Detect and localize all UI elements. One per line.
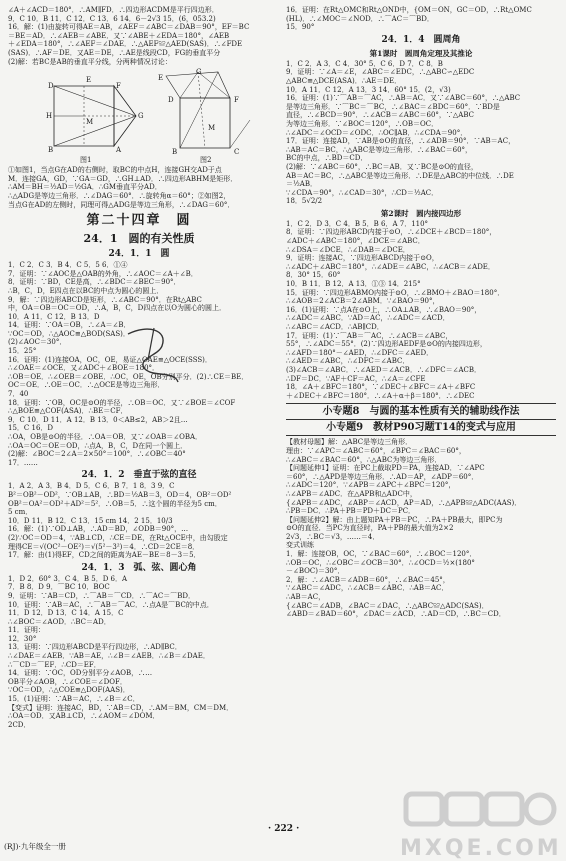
answer-line: 1．A 2．A 3．B 4．D 5．C 6．B 7．1 8．3 9．C: [8, 482, 175, 491]
section-24-1-title: 24．1 圆的有关性质: [83, 232, 195, 246]
answer-line: 15．(1)证明：∵AB＝AC，∴∠B＝∠C．: [8, 695, 140, 704]
answer-line: 14．证明：∵OC，OD分别平分∠AOB，∴…: [8, 669, 153, 678]
answer-line: 11．D 12．D 13．C 14．A 15．C: [8, 609, 124, 618]
figure-2-label-c: C: [234, 148, 240, 157]
answer-line: ∠ADC＋∠ABC＝180°，∠DCE＝∠ABC．: [286, 237, 425, 246]
answer-line: 10．B 11．B 12．A 13．①③ 14．215°: [286, 280, 421, 289]
answer-line: 为等边三角形．∵∠BOC＝120°，∴OB＝OC．: [286, 119, 439, 128]
answer-line: －∠BOC)＝30°．: [286, 567, 345, 576]
answer-line: 17．……: [8, 458, 38, 467]
answer-line: (2)解：若BC是AB的垂直平分线，分两种情况讨论：: [8, 57, 172, 66]
answer-line: B²＝OB²－OD²，∵OB⊥AB，∴BD＝½AB＝3，OD＝4，OB²＝OD²: [8, 490, 232, 499]
answer-line: 7．证明：∵∠AOC是△OAB的外角，∴∠AOC＝∠A＋∠B．: [8, 269, 198, 278]
answer-line: 9．C 10．B 11．C 12．C 13．6 14．6－2√3 15．(6，053.2): [8, 14, 216, 23]
answer-line: ∴∠DSA＝∠DCE．∴∠DAB＝∠DCE．: [286, 245, 410, 254]
answer-line: (3)∠ACB＝∠ABC．∴∠AED＝∠ACB．∴∠DFC＝∠ACB．: [286, 365, 482, 374]
answer-line: ∴∠DAE＝∠AEB．∵AB＝AE，∴∠B＝∠AEB．∴∠B＝∠DAE．: [8, 652, 210, 661]
answer-line: ∵OC＝OD，∴△AOC≌△BOD(SAS)．: [8, 329, 130, 338]
answer-line: 18．∠A＋∠BFC＝180°，∵∠DEC＋∠BFC＝∠A＋∠BFC: [286, 383, 476, 392]
figure-2-caption: 图2: [200, 156, 212, 165]
answer-line: ∠A＋∠ACD＝180°．∴AM∥FD．∴四边形ACDM是平行四边形．: [8, 6, 219, 14]
answer-line: OB平分∠AOB，∴∠COE＝∠DOF．: [8, 677, 127, 686]
answer-line: ∵∠CDA＝90°，∴∠CAD＝30°，∴CD＝½AC．: [286, 188, 439, 197]
answer-line: 8．证明：∵BD，CE是高，∴∠BDC＝∠BEC＝90°．: [8, 278, 181, 287]
answer-line: ∠ABD＝∠BAD＝60°，∠DAC＝∠ACD．∴AD＝CD，∴BC＝CD．: [286, 610, 506, 619]
figure-1-label-f: F: [116, 82, 121, 91]
answers-24-1-1: [8, 261, 270, 467]
answer-line: 9．C 10．D 11．A 12．B 13．0＜AB≤2，AB＞2且…: [8, 415, 188, 424]
answer-line: 15．25°: [8, 347, 37, 356]
answer-line: ∴∠ABC＝∠BAC＝60°，∴△ABC为等边三角形．: [286, 455, 442, 464]
answer-line: ∴∠ADC＋∠ABC＝180°，∴∠ADE＝∠ABC，∴∠ACB＝∠ADE．: [286, 262, 495, 271]
answer-line: BC的中点，∴BD＝CD．: [286, 154, 368, 163]
answer-line: 15．90°: [286, 23, 315, 32]
answer-line: ＋∠DEC＋∠BFC＝180°．∴∠A＋α＋β＝180°．∴∠DEC: [286, 391, 475, 400]
answer-line: 16．解：(1)∵OD⊥AB，∴AD＝BD，∠ODB＝90°，…: [8, 525, 189, 534]
answer-line: ∴∠APB＝∠ADC．在△APB和△ADC中，: [286, 489, 417, 498]
answers-block-right-top: [286, 6, 556, 32]
answer-line: 【变式】证明：连接AC，BD，∵AB＝CD，∴AM＝BM，CM＝DM．: [8, 703, 234, 712]
answer-line: 当点G在AD的左侧时，同理可得△ADG是等边三角形，∴∠DAG＝60°．: [8, 200, 235, 209]
answer-line: (SAS)．∴AF＝DE．又AE＝DE，∴AE是线段CD，FG的垂直平分: [8, 48, 221, 57]
answer-line: 2CD．: [8, 720, 31, 729]
answer-line: 变式训练: [286, 541, 314, 550]
answer-line: (HL)．∴∠MOC＝∠NOD．∴⌒AC＝⌒BD．: [286, 14, 434, 23]
answer-line: 9．证明：∵∠A＝∠E，∠ABC＝∠EDC，∴△ABC∽△EDC: [286, 68, 475, 77]
answers-24-1-2: [8, 482, 270, 559]
lesson-1-title: 第1课时 圆周角定理及其推论: [369, 48, 473, 58]
left-column: [8, 6, 270, 729]
answer-line: ∴∠ABC＝∠ACD．∴AB∥CD．: [286, 323, 384, 331]
answer-line: 9．解：∵四边形ABCD是矩形，∴∠ABC＝90°．在Rt△ABC: [8, 295, 202, 304]
answer-line: 1．C 2．D 3．C 4．B 5．B 6．A 7．110°: [286, 219, 429, 228]
answer-line: (2)解：∠BOC＝2∠A＝2×50°＝100°．∴∠OBC＝40°: [8, 450, 186, 459]
answers-topic-9: [286, 438, 556, 618]
answer-line: {∠ABC＝∠ADB，∠BAC＝∠DAC，∴△ABC≌△ADC(SAS)．: [286, 601, 489, 610]
figure-area: [8, 68, 270, 164]
answers-lesson-2: [286, 220, 556, 400]
answer-line: 1．解：连接OB，OC，∵∠BAC＝60°，∴∠BOC＝120°．: [286, 550, 477, 559]
answer-line: ＝BE＝AD．∴∠AEB＝∠ABE．又∵∠ABE＋∠EDA＝180°，∠AEB: [8, 31, 230, 40]
page-number: · 222 ·: [268, 824, 300, 835]
figure-2-label-g: G: [196, 68, 202, 77]
answer-line: ∴OA＝OC＝OE＝OD，∴点A，B，C，D在同一个圆上．: [8, 441, 188, 450]
figure-2-label-d: D: [168, 96, 174, 105]
answer-line: ∴OA，OB是⊙O的半径．∴OA＝OB．又∵∠OAB＝∠OBA．: [8, 433, 203, 441]
answer-line: 18．5√2/2: [286, 197, 323, 206]
figure-1-caption: 图1: [80, 156, 92, 165]
answer-line: 16．(1)证明：∵点A在⊙O上，∴OA⊥AB，∴∠BAO＝90°，: [286, 305, 482, 314]
answer-line: ∴△BOE≌△COF(ASA)．∴BE＝CF．: [8, 407, 128, 416]
answer-line: 2√3，∴BC＝√3，……＝4．: [286, 532, 380, 541]
answer-line: 12．30°: [8, 634, 37, 643]
answer-line: 1．C 2．A 3．C 4．30° 5．C 6．D 7．C 8．B: [286, 59, 443, 68]
answer-line: 【问题延伸2】解：由上题知PA＋PB＝PC，∴PA＋PB最大，即PC为: [286, 515, 503, 524]
answer-line: 17．解：由(1)得EF，CD之间的距离为AE－BE＝8－3＝5．: [8, 551, 201, 560]
answer-line: 55°，∴∠ADC＝55°．(2)∵四边形AEDF是⊙O的内接四边形，: [286, 340, 487, 349]
answer-line: 16．解：(1)由旋转可得AE＝AB，∠AEF＝∠ABC＝∠DAB＝90°，EF＝BC: [8, 23, 250, 32]
figure-1-label-a: A: [116, 146, 122, 155]
answer-line: ∴∠OAE＝∠OCE．又∠ADC＋∠BOE＝180°．: [8, 364, 160, 373]
answer-line: 16．证明：在Rt△OMC和Rt△OND中，{OM＝ON，GC＝OD，∴Rt△OMC: [286, 6, 532, 14]
answer-line: ∴AB＝AC＝BC，∴△ABC是等边三角形．∴∠BAC＝60°，: [286, 145, 473, 154]
answer-line: ∴DF＝DC．∵AF＋CF＝AC，∴∠A＝∠CFE: [286, 374, 426, 383]
answer-line: 10．A 11．C 12．B 13．D: [8, 312, 100, 321]
answer-line: 15．C 16．D: [8, 424, 54, 433]
answer-line: ∴∠AOB＝2∠ACB＝2∠ABM．∵∠BAO＝90°，: [286, 297, 440, 306]
answer-line: 9．证明：连接AC，∵四边形ABCD内接于⊙O，: [286, 254, 439, 263]
answer-line: ∵∠ABC＝∠ADC，∴∠ACB＝∠ABC．∴AB＝AC．: [286, 584, 449, 593]
answer-line: ①如图1，当点G在AD的右侧时，取BC的中点H，连接GH交AD于点: [8, 166, 222, 175]
figure-1-label-b: B: [48, 146, 54, 155]
answer-line: 13．证明：∵四边形ABCD是平行四边形，∴AD∥BC．: [8, 643, 182, 652]
answer-line: 16．证明：(1)∵⌒AB＝⌒AC，∴AB＝AC．又∵∠ABC＝60°，∴△ABC: [286, 94, 521, 103]
answer-line: M．连接GA，GD，∵GA＝GD，∴GH⊥AD．∴四边形ABHM是矩形．: [8, 174, 238, 183]
answer-line: OB²＝OA²＝OD²＋AD²＝5²．∴OB＝5．∴这个圆的半径为5 cm．: [8, 499, 222, 508]
answer-line: (2)∠AOC＝30°．: [8, 338, 67, 347]
answer-line: ∴OB＝OC，∴∠OBC＝∠OCB＝30°．∴∠OCD＝½×(180°: [286, 558, 475, 567]
answer-line: ＝½AB．: [286, 180, 317, 189]
answer-line: 7．B 8．D 9．⌒BC 10．BOC: [8, 583, 110, 592]
answer-line: 【教材母题】解：△ABC是等边三角形．: [286, 438, 413, 447]
answer-line: 10．证明：∵AB＝AC，∴⌒AB＝⌒AC．∴点A是⌒BC的中点．: [8, 600, 214, 609]
answer-line: 17．证明：连接AD，∵AB是⊙O的直径，∴∠ADB＝90°．∵AB＝AC，: [286, 137, 516, 146]
subsection-24-1-1-title: 24．1．1 圆: [108, 249, 170, 260]
footer-book-label: (RJ)·九年级全一册: [4, 842, 66, 852]
answer-line: △ABC≌△DCE(ASA)．∴AE＝DE．: [286, 76, 402, 85]
topic-9-title: 小专题9 教材P90习题T14的变式与应用: [286, 420, 556, 436]
answer-line: ⊙O的直径．当PC为直径时，PA＋PB的最大值为2×2: [286, 524, 454, 533]
answer-line: 17．证明：(1)∵⌒AB＝⌒AC，∴∠ACB＝∠ABC，: [286, 331, 453, 340]
answer-line: OC＝OE．∴OE＝OC．∴△OCE是等边三角形．: [8, 381, 165, 390]
answer-line: ∴△ADG是等边三角形．∴∠DAG＝60°．∴旋转角α＝60°；②如图2，: [8, 191, 231, 200]
answer-line: ∴OA＝OD．又AB⊥CD，∴∠AOM＝∠DOM．: [8, 712, 160, 721]
answers-block-top: [8, 6, 270, 66]
answer-line: ∴∠AFD＝180°－∠AED，∴∠DFC＝∠AED．: [286, 348, 434, 357]
answer-line: 11．证明：: [8, 626, 45, 635]
answer-line: 中，OA＝OB＝OC＝OD，∴A，B，C，D四点在以O为圆心的圆上．: [8, 304, 227, 313]
answer-line: 9．证明：∵AB＝CD，∴⌒AB＝⌒CD．∴⌒AC＝⌒BD．: [8, 591, 195, 600]
answer-line: 14．证明：∵OA＝OB，∴∠A＝∠B．: [8, 321, 131, 330]
answer-line: (2)解：∵∠ABC＝60°，∴BC＝AB．又∵BC是⊙O的直径，: [286, 162, 478, 171]
answer-line: 直径，∴∠BCD＝90°．∴∠ACB＝∠ABC＝60°，∵△ABC: [286, 111, 474, 120]
answer-line: (2)∵OC＝OD＝4，∵AB⊥CD，∴CE＝DE，在Rt△OCE中，由勾股定: [8, 533, 228, 542]
watermark-graphic: [400, 790, 560, 830]
answer-line: 1．C 2．C 3．B 4．C 5．5 6．①④: [8, 261, 128, 270]
figure-2-label-m: M: [208, 124, 216, 133]
answer-line: ∴AB＝AC，: [286, 593, 326, 602]
answer-line: ∴∠ADC＝120°．∵∠APB＝∠APC＋∠BPC＝120°，: [286, 481, 456, 490]
figure-2-label-e: E: [158, 74, 164, 83]
right-column: [286, 6, 556, 619]
answer-line: ＝60°，∴△APD是等边三角形．∴AD＝AP，∠ADP＝60°．: [286, 472, 479, 481]
answer-line: ∴∠ADC＝∠OCD＝∠ODC．∴OC∥AB．∴∠CDA＝90°．: [286, 128, 468, 137]
answer-line: ∴∠AED＝∠ABC，∴∠DFC＝∠ABC．: [286, 357, 410, 366]
watermark-text: MXQE.COM: [400, 836, 562, 861]
answer-line: 10．A 11．C 12．A 13．3 14．60° 15．(2，√3): [286, 85, 451, 94]
answer-line: 10．D 11．B 12．C 13．15 cm 14．2 15．10/3: [8, 516, 173, 525]
answer-line: 15．证明：∵四边形ABMO内接于⊙O，∴∠BMO＋∠BAO＝180°．: [286, 288, 505, 297]
figure-1-label-d: D: [48, 82, 54, 91]
answer-line: 16．证明：(1)连接OA，OC，OE，易证△OAE≌△OCE(SSS)．: [8, 355, 212, 364]
answer-line: 8．证明：∵四边形ABCD内接于⊙O，∴∠DCE＋∠BCD＝180°，: [286, 228, 497, 237]
figure-1-label-m: M: [86, 118, 94, 127]
answer-line: 8．30° 15．60°: [286, 271, 341, 280]
answer-line: ∴⌒CD＝⌒EF．∴CD＝EF．: [8, 660, 101, 669]
answer-line: ∴OB＝OE．∴∠OEB＝∠OBE．∴OC，OE，OB分别平分．(2)∴CE＝BE．: [8, 372, 249, 381]
answer-line: 1．D 2．60° 3．C 4．B 5．D 6．A: [8, 574, 128, 583]
lesson-2-title: 第2课时 圆内接四边形: [380, 208, 462, 218]
answer-line: ＋∠EDA＝180°，∴∠AEF＝∠DAE．∴△AEF≌△AED(SAS)．∴∠FDE: [8, 40, 243, 49]
subsection-24-1-3-title: 24．1．3 弧、弦、圆心角: [81, 562, 197, 573]
answer-line: ∴∠BOC＝∠AOD．∴BC＝AD．: [8, 617, 111, 626]
subsection-24-1-4-title: 24．1．4 圆周角: [381, 34, 461, 45]
figure-1-label-e: E: [86, 76, 92, 85]
answer-line: 【问题延伸1】证明：在PC上截取PD＝PA，连接AD．∵∠APC: [286, 464, 485, 473]
answer-line: ∴B，C，D，E四点在以BC的中点为圆心的圆上．: [8, 286, 164, 295]
answer-line: ∴AM＝BH＝½AD＝½GA．∴GM垂直平分AD．: [8, 183, 162, 192]
answer-line: 2．解：∴∠ACB＝∠ADB＝60°，∴∠BAC＝45°，: [286, 575, 450, 584]
chapter-title: 第二十四章 圆: [86, 213, 192, 229]
answer-line: {∠APB＝∠ADC，∠ABP＝∠ACD，AP＝AD，∴△APB≌△ADC(AAS)．: [286, 498, 522, 507]
answer-line: 理得CE＝√(OC²－OE²)＝√(5²－3²)＝4．∴CD＝2CE＝8．: [8, 542, 200, 551]
answer-line: 5 cm．: [8, 508, 33, 517]
figure-2-label-f: F: [234, 96, 239, 105]
answers-lesson-1: [286, 60, 556, 206]
watermark-logo: [400, 790, 562, 861]
answer-line: AB＝AC＝BC，∴△ABC是等边三角形．∴DE是△ABC的中位线．∴DE: [286, 171, 514, 180]
answer-line: 理由：∵∠APC＝∠ABC＝60°，∠BPC＝∠BAC＝60°，: [286, 446, 466, 455]
answers-24-1-3: [8, 575, 270, 730]
topic-8-title: 小专题8 与圆的基本性质有关的辅助线作法: [286, 403, 556, 420]
answer-line: 是等边三角形．∵⌒BC＝⌒BC，∴∠BAC＝∠BDC＝60°．∵BD是: [286, 102, 500, 111]
answers-block-figure-text: [8, 166, 270, 209]
subsection-24-1-2-title: 24．1．2 垂直于弦的直径: [81, 470, 197, 481]
answer-line: 7．40: [8, 390, 29, 399]
answer-line: ∴PB＝DC．∴PA＋PB＝PD＋DC＝PC．: [286, 507, 416, 516]
figure-2: [158, 68, 258, 160]
figure-1-label-h: H: [46, 112, 53, 121]
answer-line: ∵OC＝OD，∴△COE≌△DOF(AAS)．: [8, 686, 130, 695]
figure-1-label-g: G: [138, 112, 144, 121]
answer-line: 18．证明：∵OB，OC是⊙O的半径，∴OB＝OC．又∵∠BOE＝∠COF: [8, 398, 236, 407]
answer-line: ∴∠ADC＝∠ABC．∵AD＝AC，∴∠ADC＝∠ACD．: [286, 314, 450, 323]
figure-2-label-b: B: [172, 148, 178, 157]
